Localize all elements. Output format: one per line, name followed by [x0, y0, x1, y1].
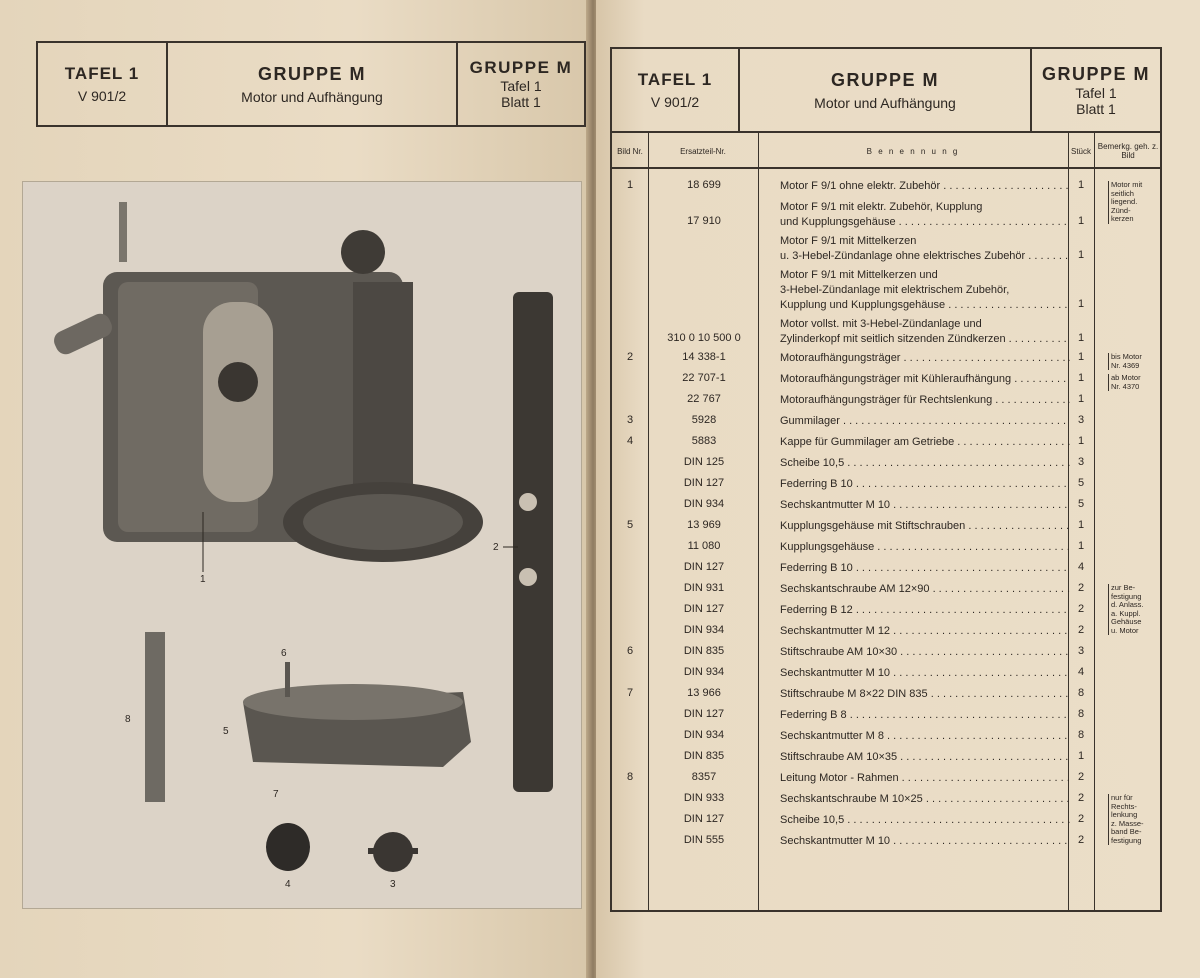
model-label: V 901/2 — [77, 88, 127, 104]
row-benennung — [780, 540, 1070, 555]
row-benennung — [780, 645, 1070, 660]
row-stueck: 1 — [1077, 351, 1085, 363]
row-stueck: 8 — [1077, 729, 1085, 741]
table-header — [612, 133, 1160, 169]
row-benennung — [780, 317, 1070, 347]
benennung-line: u. 3-Hebel-Zündanlage ohne elektrisches Zubehör . . . — [780, 249, 1070, 264]
row-ersatzteil-nr: DIN 835 — [683, 645, 725, 657]
benennung-line: Motoraufhängungsträger mit Kühleraufhängung . . . — [780, 372, 1070, 387]
benennung-line: Scheibe 10,5 . . . — [780, 813, 1070, 828]
callout-5: 5 — [223, 726, 229, 737]
table-row — [612, 435, 1160, 456]
benennung-line: Stiftschraube AM 10×35 . . . — [780, 750, 1070, 765]
row-benennung — [780, 603, 1070, 618]
remark-line: band Be- — [1111, 827, 1142, 836]
benennung-line: Zylinderkopf mit seitlich sitzenden Zündkerzen . . . — [780, 332, 1070, 347]
table-row — [612, 645, 1160, 666]
row-bild: 6 — [626, 645, 634, 657]
row-ersatzteil-nr: DIN 931 — [683, 582, 725, 594]
table-row — [612, 372, 1160, 393]
row-benennung — [780, 234, 1070, 264]
benennung-line: Leitung Motor - Rahmen . . . — [780, 771, 1070, 786]
right-page — [596, 0, 1200, 978]
row-benennung — [780, 414, 1070, 429]
row-ersatzteil-nr: DIN 933 — [683, 792, 725, 804]
row-ersatzteil-nr: 17 910 — [687, 215, 721, 227]
row-benennung — [780, 834, 1070, 849]
table-row — [612, 561, 1160, 582]
blatt-label: Blatt 1 — [501, 94, 541, 110]
remark-line: Zünd- — [1111, 205, 1131, 215]
table-row — [612, 414, 1160, 435]
remark-note — [1108, 584, 1160, 635]
benennung-line: Sechskantmutter M 10 . . . — [780, 834, 1070, 849]
table-row — [612, 624, 1160, 645]
blatt-cell — [458, 43, 584, 125]
row-benennung — [780, 813, 1070, 828]
benennung-line: Federring B 12 . . . — [780, 603, 1070, 618]
row-benennung — [780, 771, 1070, 786]
remark-line: Nr. 4370 — [1111, 381, 1140, 391]
remark-line: u. Motor — [1111, 625, 1139, 635]
gruppe-cell — [168, 43, 458, 125]
row-stueck: 1 — [1077, 179, 1085, 191]
row-stueck: 1 — [1077, 393, 1085, 405]
table-row — [612, 477, 1160, 498]
row-benennung — [780, 687, 1070, 702]
benennung-line: Kupplungsgehäuse mit Stiftschrauben . . . — [780, 519, 1070, 534]
benennung-line: Sechskantmutter M 10 . . . — [780, 666, 1070, 681]
tafel-cell — [38, 43, 168, 125]
benennung-line: und Kupplungsgehäuse . . . — [780, 215, 1070, 230]
table-row — [612, 197, 1160, 234]
benennung-line: Scheibe 10,5 . . . — [780, 456, 1070, 471]
table-row — [612, 498, 1160, 519]
remark-note — [1108, 794, 1160, 845]
remark-note — [1108, 374, 1160, 391]
row-stueck: 1 — [1077, 540, 1085, 552]
row-stueck: 5 — [1077, 477, 1085, 489]
row-benennung — [780, 582, 1070, 597]
gruppe-right-label: GRUPPE M — [469, 58, 573, 77]
table-row — [612, 456, 1160, 477]
row-stueck: 4 — [1077, 666, 1085, 678]
benennung-line: Sechskantschraube AM 12×90 . . . — [780, 582, 1070, 597]
row-benennung — [780, 792, 1070, 807]
row-bild: 4 — [626, 435, 634, 447]
row-benennung — [780, 393, 1070, 408]
row-ersatzteil-nr: 310 0 10 500 0 — [667, 332, 741, 344]
row-ersatzteil-nr: DIN 125 — [683, 456, 725, 468]
row-benennung — [780, 435, 1070, 450]
table-row — [612, 519, 1160, 540]
row-stueck: 2 — [1077, 582, 1085, 594]
benennung-line: Sechskantschraube M 10×25 . . . — [780, 792, 1070, 807]
col-ersatzteil: Ersatzteil-Nr. — [680, 146, 726, 156]
ground-strap — [145, 632, 165, 802]
gruppe-label: GRUPPE M — [257, 63, 366, 84]
row-benennung — [780, 624, 1070, 639]
row-ersatzteil-nr: DIN 934 — [683, 498, 725, 510]
row-ersatzteil-nr: DIN 835 — [683, 750, 725, 762]
row-stueck: 1 — [1077, 332, 1085, 344]
row-stueck: 2 — [1077, 834, 1085, 846]
row-ersatzteil-nr: 18 699 — [687, 179, 721, 191]
benennung-line: Federring B 10 . . . — [780, 477, 1070, 492]
benennung-line: Motoraufhängungsträger für Rechtslenkung . . . — [780, 393, 1070, 408]
benennung-line: Motor F 9/1 mit Mittelkerzen und — [780, 269, 938, 281]
callout-4: 4 — [285, 879, 291, 890]
row-ersatzteil-nr: 22 707-1 — [682, 372, 726, 384]
remark-note — [1108, 181, 1160, 224]
table-row — [612, 351, 1160, 372]
blatt-label: Blatt 1 — [1076, 100, 1116, 117]
row-stueck: 2 — [1077, 792, 1085, 804]
table-row — [612, 582, 1160, 603]
remark-line: d. Anlass. — [1111, 600, 1144, 609]
parts-table — [610, 133, 1162, 912]
row-bild: 8 — [626, 771, 634, 783]
remark-line: festigung — [1111, 591, 1142, 601]
left-page — [0, 0, 590, 978]
row-benennung — [780, 666, 1070, 681]
table-row — [612, 600, 1160, 624]
table-row — [612, 729, 1160, 750]
row-stueck: 1 — [1077, 519, 1085, 531]
benennung-line: Sechskantmutter M 10 . . . — [780, 498, 1070, 513]
gruppe-label: GRUPPE M — [830, 69, 939, 90]
row-benennung — [780, 498, 1070, 513]
row-stueck: 2 — [1077, 603, 1085, 615]
table-row — [612, 834, 1160, 855]
remark-line: Gehäuse — [1111, 617, 1142, 626]
table-row — [612, 687, 1160, 708]
callout-7: 7 — [273, 789, 279, 800]
table-row — [612, 540, 1160, 561]
table-row — [612, 708, 1160, 729]
tafel-cell — [612, 49, 740, 131]
row-ersatzteil-nr: 22 767 — [687, 393, 721, 405]
row-stueck: 1 — [1077, 435, 1085, 447]
gruppe-cell — [740, 49, 1032, 131]
remark-line: lenkung — [1111, 810, 1138, 819]
row-ersatzteil-nr: 13 966 — [687, 687, 721, 699]
table-row — [612, 179, 1160, 200]
row-stueck: 2 — [1077, 624, 1085, 636]
row-benennung — [780, 477, 1070, 492]
row-ersatzteil-nr: 5928 — [691, 414, 717, 426]
row-ersatzteil-nr: DIN 934 — [683, 729, 725, 741]
benennung-line: Federring B 10 . . . — [780, 561, 1070, 576]
row-ersatzteil-nr: 8357 — [691, 771, 717, 783]
table-row — [612, 810, 1160, 834]
row-benennung — [780, 561, 1070, 576]
engine-mount-bracket — [513, 292, 553, 792]
section-title: Motor und Aufhängung — [814, 94, 956, 111]
row-ersatzteil-nr: DIN 127 — [683, 561, 725, 573]
table-row — [612, 268, 1160, 317]
row-ersatzteil-nr: 11 080 — [687, 540, 721, 552]
rubber-mount-cap — [266, 823, 310, 871]
callout-3: 3 — [390, 879, 396, 890]
benennung-line: Stiftschraube M 8×22 DIN 835 . . . — [780, 687, 1070, 702]
benennung-line: Stiftschraube AM 10×30 . . . — [780, 645, 1070, 660]
row-stueck: 3 — [1077, 414, 1085, 426]
remark-line: Motor mit — [1111, 180, 1143, 189]
table-row — [612, 792, 1160, 813]
row-benennung — [780, 708, 1070, 723]
distributor — [341, 230, 385, 274]
benennung-line: Motor F 9/1 mit elektr. Zubehör, Kupplung — [780, 201, 983, 213]
row-stueck: 2 — [1077, 813, 1085, 825]
row-bild: 5 — [626, 519, 634, 531]
col-bemerkung: Bemerkg. geh. z. Bild — [1097, 142, 1159, 160]
benennung-line: Motor F 9/1 mit Mittelkerzen — [780, 235, 917, 247]
row-ersatzteil-nr: 5883 — [691, 435, 717, 447]
remark-note — [1108, 353, 1160, 370]
col-bild: Bild Nr. — [617, 146, 643, 156]
row-stueck: 1 — [1077, 215, 1085, 227]
remark-line: nur für — [1111, 793, 1133, 802]
row-stueck: 1 — [1077, 372, 1085, 384]
row-bild: 1 — [626, 179, 634, 191]
section-title: Motor und Aufhängung — [241, 88, 383, 105]
remark-line: Nr. 4369 — [1111, 360, 1140, 370]
row-benennung — [780, 750, 1070, 765]
row-ersatzteil-nr: DIN 127 — [683, 813, 725, 825]
row-ersatzteil-nr: 14 338-1 — [682, 351, 726, 363]
row-ersatzteil-nr: DIN 127 — [683, 708, 725, 720]
parts-photo — [22, 181, 582, 909]
remark-line: festigung — [1111, 835, 1142, 845]
row-benennung — [780, 200, 1070, 230]
benennung-line: 3-Hebel-Zündanlage mit elektrischem Zubehör, — [780, 284, 1010, 296]
remark-line: ab Motor — [1111, 373, 1141, 382]
table-row — [612, 750, 1160, 771]
row-ersatzteil-nr: DIN 555 — [683, 834, 725, 846]
tafel-right-label: Tafel 1 — [1075, 84, 1117, 101]
tafel-right-label: Tafel 1 — [500, 78, 542, 94]
row-stueck: 8 — [1077, 708, 1085, 720]
left-header — [36, 41, 586, 127]
benennung-line: Kupplung und Kupplungsgehäuse . . . — [780, 298, 1070, 313]
row-stueck: 3 — [1077, 645, 1085, 657]
engine-illustration — [23, 182, 583, 910]
benennung-line: Gummilager . . . — [780, 414, 1070, 429]
right-header — [610, 47, 1162, 133]
row-benennung — [780, 519, 1070, 534]
remark-line: a. Kuppl. — [1111, 608, 1141, 618]
callout-2: 2 — [493, 542, 499, 553]
gruppe-right-label: GRUPPE M — [1041, 63, 1150, 84]
col-stueck: Stück — [1070, 146, 1091, 156]
row-benennung — [780, 179, 1070, 194]
row-stueck: 5 — [1077, 498, 1085, 510]
row-benennung — [780, 729, 1070, 744]
benennung-line: Sechskantmutter M 12 . . . — [780, 624, 1070, 639]
remark-line: Rechts- — [1111, 801, 1137, 811]
remark-line: zur Be- — [1111, 583, 1136, 592]
remark-line: bis Motor — [1111, 352, 1142, 361]
benennung-line: Motor vollst. mit 3-Hebel-Zündanlage und — [780, 318, 982, 330]
row-benennung — [780, 351, 1070, 366]
row-stueck: 1 — [1077, 249, 1085, 261]
tafel-label: TAFEL 1 — [64, 64, 140, 83]
benennung-line: Motoraufhängungsträger . . . — [780, 351, 1070, 366]
row-benennung — [780, 456, 1070, 471]
benennung-line: Sechskantmutter M 8 . . . — [780, 729, 1070, 744]
callout-6: 6 — [281, 648, 287, 659]
row-bild: 2 — [626, 351, 634, 363]
row-bild: 7 — [626, 687, 634, 699]
row-stueck: 3 — [1077, 456, 1085, 468]
blatt-cell — [1032, 49, 1160, 131]
callout-1: 1 — [200, 574, 206, 585]
remark-line: seitlich — [1111, 188, 1134, 198]
remark-line: z. Masse- — [1111, 818, 1144, 828]
tafel-label: TAFEL 1 — [637, 70, 713, 89]
table-row — [612, 666, 1160, 687]
benennung-line: Kupplungsgehäuse . . . — [780, 540, 1070, 555]
benennung-line: Motor F 9/1 ohne elektr. Zubehör . . . — [780, 179, 1070, 194]
row-ersatzteil-nr: DIN 127 — [683, 603, 725, 615]
col-benennung: B e n e n n u n g — [866, 146, 960, 156]
table-row — [612, 771, 1160, 792]
row-benennung — [780, 372, 1070, 387]
remark-line: liegend. — [1111, 197, 1138, 206]
benennung-line: Kappe für Gummilager am Getriebe . . . — [780, 435, 1070, 450]
row-ersatzteil-nr: 13 969 — [687, 519, 721, 531]
row-stueck: 1 — [1077, 298, 1085, 310]
row-stueck: 2 — [1077, 771, 1085, 783]
row-benennung — [780, 268, 1070, 313]
model-label: V 901/2 — [650, 94, 700, 110]
row-stueck: 8 — [1077, 687, 1085, 699]
remark-line: kerzen — [1111, 214, 1134, 223]
table-row — [612, 317, 1160, 351]
row-ersatzteil-nr: DIN 127 — [683, 477, 725, 489]
row-ersatzteil-nr: DIN 934 — [683, 624, 725, 636]
callout-8: 8 — [125, 714, 131, 725]
table-row — [612, 393, 1160, 414]
row-stueck: 4 — [1077, 561, 1085, 573]
row-stueck: 1 — [1077, 750, 1085, 762]
row-ersatzteil-nr: DIN 934 — [683, 666, 725, 678]
row-bild: 3 — [626, 414, 634, 426]
benennung-line: Federring B 8 . . . — [780, 708, 1070, 723]
table-row — [612, 234, 1160, 268]
